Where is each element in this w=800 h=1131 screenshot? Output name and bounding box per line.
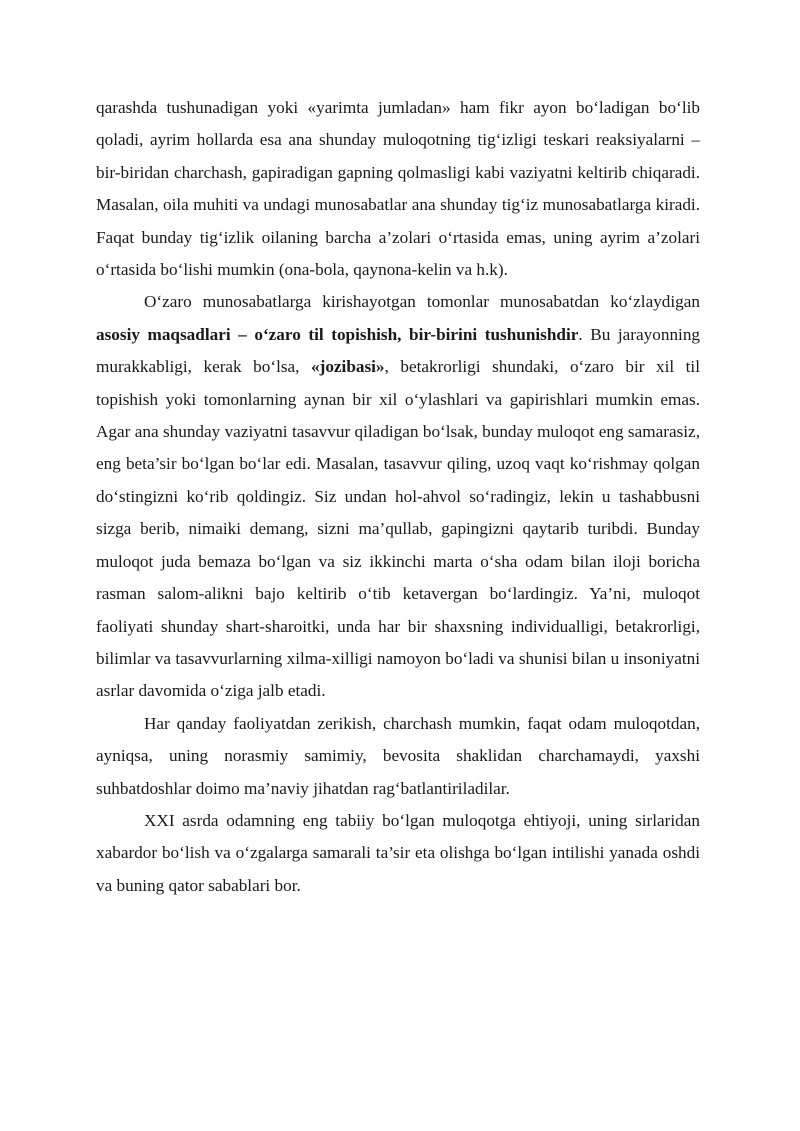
paragraph-4 [96,805,700,902]
paragraph-4-text: XXI asrda odamning eng tabiiy bo‘lgan muloqotga ehtiyoji, uning sirlaridan xabardor bo‘lish va o‘zgalarga samarali ta’sir eta olishga bo‘lgan intilishi yanada oshdi va buning qator sabablari bor. [96,810,700,895]
paragraph-2 [96,286,700,707]
paragraph-2-bold-jozibasi: «jozibasi» [311,357,385,377]
paragraph-2-text-b: . Bu jarayonning murakkabligi, kerak bo‘lsa, [96,324,701,377]
document-page [96,92,700,902]
paragraph-2-text-c: , betakrorligi shundaki, o‘zaro bir xil til topishish yoki tomonlarning aynan bir xil o‘ylashlari va gapirishlari mumkin emas. Agar ana shunday vaziyatni tasavvur qiladigan bo‘lsak, bunday muloqot eng samarasiz, eng beta’sir bo‘lgan bo‘lar edi. Masalan, tasavvur qiling, uzoq vaqt ko‘rishmay qolgan do‘stingizni ko‘rib qoldingiz. Siz undan hol-ahvol so‘radingiz, lekin u tashabbusni sizga berib, nimaiki demang, sizni ma’qullab, gapingizni qaytarib turibdi. Bunday muloqot juda bemaza bo‘lgan va siz ikkinchi marta o‘sha odam bilan iloji boricha rasman salom-alikni bajo keltirib o‘tib ketavergan bo‘lardingiz. Ya’ni, muloqot faoliyati shunday shart-sharoitki, unda har bir shaxsning individualligi, betakrorligi, bilimlar va tasavvurlarning xilma-xilligi namoyon bo‘ladi va shunisi bilan u insoniyatni asrlar davomida o‘ziga jalb etadi. [96,357,700,701]
paragraph-2-bold-main-goals: asosiy maqsadlari – o‘zaro til topishish, bir-birini tushunishdir [96,324,579,344]
paragraph-3 [96,708,700,805]
paragraph-1 [96,92,700,286]
paragraph-2-text-a: O‘zaro munosabatlarga kirishayotgan tomonlar munosabatdan ko‘zlaydigan [144,292,700,312]
paragraph-1-text: qarashda tushunadigan yoki «yarimta jumladan» ham fikr ayon bo‘ladigan bo‘lib qoladi, ayrim hollarda esa ana shunday muloqotning tig‘izligi teskari reaksiyalarni – bir-biridan charchash, gapiradigan gapning qolmasligi kabi vaziyatni keltirib chiqaradi. Masalan, oila muhiti va undagi munosabatlar ana shunday tig‘iz munosabatlarga kiradi. Faqat bunday tig‘izlik oilaning barcha a’zolari o‘rtasida emas, uning ayrim a’zolari o‘rtasida bo‘lishi mumkin (ona-bola, qaynona-kelin va h.k). [96,98,700,280]
paragraph-3-text: Har qanday faoliyatdan zerikish, charchash mumkin, faqat odam muloqotdan, ayniqsa, uning norasmiy samimiy, bevosita shaklidan charchamaydi, yaxshi suhbatdoshlar doimo ma’naviy jihatdan rag‘batlantiriladilar. [96,713,700,798]
